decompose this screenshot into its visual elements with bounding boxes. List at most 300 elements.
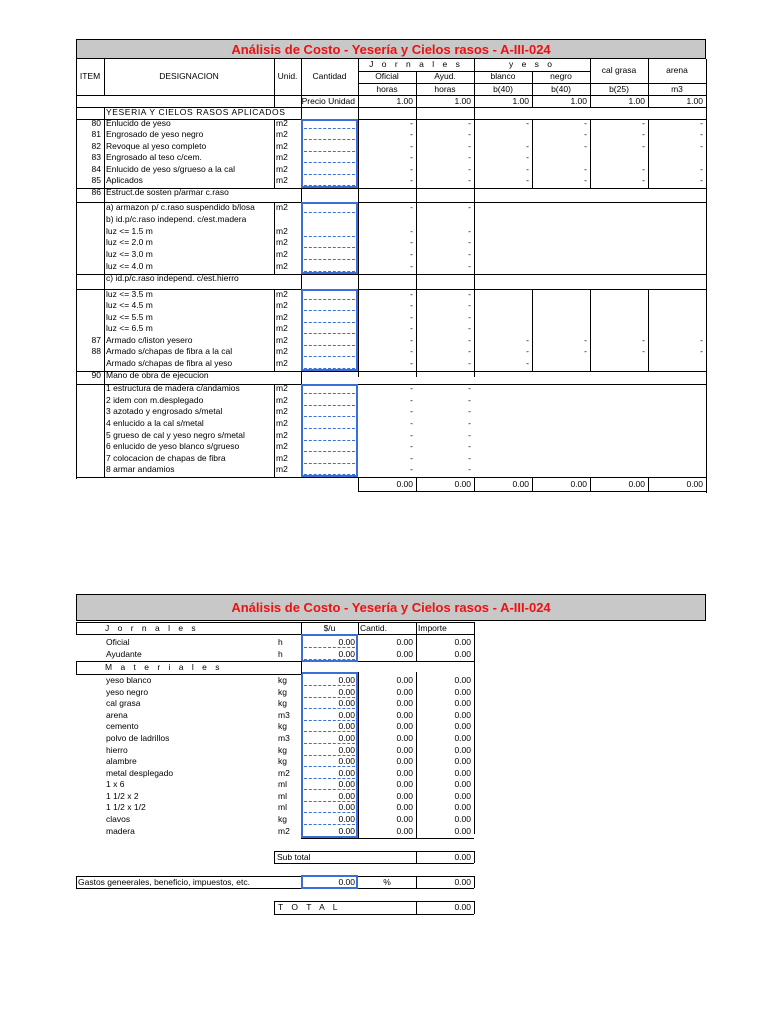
item-number: 83 (91, 152, 101, 162)
value-cell (358, 273, 416, 284)
total-value: 0.00 (512, 479, 529, 489)
value-cell (648, 226, 706, 237)
value-cell (590, 406, 648, 417)
material-quantity: 0.00 (396, 814, 413, 824)
unit-text: m2 (276, 335, 288, 345)
cantidad-input[interactable] (304, 310, 355, 311)
grid-line (76, 622, 77, 634)
jornal-name: Oficial (106, 637, 130, 647)
jornal-unit: h (278, 649, 283, 659)
value-cell (532, 395, 590, 406)
grid-line (76, 888, 474, 889)
cantidad-input-group[interactable] (301, 289, 358, 371)
value-cell (474, 273, 532, 284)
value-cell (648, 383, 706, 394)
value-cell (648, 441, 706, 452)
unit-text: m2 (276, 226, 288, 236)
value-cell (358, 214, 416, 225)
item-number: 81 (91, 129, 101, 139)
unit-text: m2 (276, 202, 288, 212)
designacion-text: Enlucido de yeso (106, 118, 171, 128)
unit-text: m2 (276, 441, 288, 451)
material-importe: 0.00 (454, 745, 471, 755)
material-importe: 0.00 (454, 779, 471, 789)
material-name: 1 1/2 x 1/2 (106, 802, 146, 812)
cantidad-input[interactable] (304, 405, 355, 406)
material-unit-price[interactable]: 0.00 (338, 826, 355, 836)
item-number (76, 237, 104, 248)
value-cell: - (468, 289, 471, 299)
material-unit: ml (278, 791, 287, 801)
grid-line (416, 107, 417, 119)
cantidad-input[interactable] (304, 322, 355, 323)
cantidad-input[interactable] (304, 393, 355, 394)
price-input[interactable] (304, 789, 355, 790)
material-quantity: 0.00 (396, 802, 413, 812)
material-unit-price[interactable]: 0.00 (338, 768, 355, 778)
unit-text: m2 (276, 152, 288, 162)
unit-text: m2 (276, 358, 288, 368)
designacion-text: 5 grueso de cal y yeso negro s/metal (106, 430, 245, 440)
precio-unidad-value[interactable]: 1.00 (454, 96, 471, 106)
value-cell (532, 370, 590, 381)
precio-unidad-value[interactable]: 1.00 (512, 96, 529, 106)
gastos-percentage-value[interactable]: 0.00 (338, 877, 355, 887)
value-cell (532, 300, 590, 311)
grid-line (301, 838, 474, 839)
value-cell (416, 370, 474, 381)
header-su: $/u (323, 623, 336, 633)
material-name: clavos (106, 814, 131, 824)
grid-line (358, 119, 359, 188)
material-unit-price[interactable]: 0.00 (338, 733, 355, 743)
cantidad-input[interactable] (304, 463, 355, 464)
value-cell: - (584, 164, 587, 174)
material-name: polvo de ladrillos (106, 733, 170, 743)
unit-text: m2 (276, 175, 288, 185)
material-importe: 0.00 (454, 721, 471, 731)
material-unit-price[interactable]: 0.00 (338, 791, 355, 801)
designacion-text: luz <= 2.0 m (106, 237, 153, 247)
value-cell (648, 323, 706, 334)
designacion-text: Aplicados (106, 175, 143, 185)
grid-line (590, 289, 591, 335)
value-cell: - (700, 129, 703, 139)
cantidad-input[interactable] (304, 474, 355, 475)
value-cell: - (526, 335, 529, 345)
unit-text: m2 (276, 289, 288, 299)
cantidad-input[interactable] (304, 416, 355, 417)
value-cell (474, 430, 532, 441)
value-cell (590, 370, 648, 381)
value-cell: - (642, 129, 645, 139)
material-importe: 0.00 (454, 826, 471, 836)
item-number (76, 406, 104, 417)
unit-text: m2 (276, 261, 288, 271)
value-cell (474, 453, 532, 464)
material-quantity: 0.00 (396, 745, 413, 755)
material-unit: kg (278, 756, 287, 766)
value-cell: - (700, 335, 703, 345)
material-importe: 0.00 (454, 791, 471, 801)
material-unit-price[interactable]: 0.00 (338, 675, 355, 685)
price-input[interactable] (304, 743, 355, 744)
header-item: ITEM (79, 71, 101, 81)
value-cell (648, 406, 706, 417)
value-cell: - (410, 118, 413, 128)
cantidad-input[interactable] (304, 451, 355, 452)
value-cell (648, 249, 706, 260)
value-cell (358, 187, 416, 198)
header-designacion: DESIGNACION (159, 71, 219, 81)
value-cell (416, 214, 474, 225)
unit-text: m2 (276, 346, 288, 356)
value-cell (532, 237, 590, 248)
value-cell (532, 261, 590, 272)
cantidad-input[interactable] (304, 212, 355, 213)
material-name: metal desplegado (106, 768, 174, 778)
material-unit-price[interactable]: 0.00 (338, 802, 355, 812)
value-cell (590, 383, 648, 394)
designacion-text: 6 enlucido de yeso blanco s/grueso (106, 441, 240, 451)
unit-text: m2 (276, 464, 288, 474)
item-number: 82 (91, 141, 101, 151)
gastos-label: Gastos geneerales, beneficio, impuestos, etc. (78, 877, 250, 887)
value-cell: - (410, 358, 413, 368)
designacion-text: luz <= 5.5 m (106, 312, 153, 322)
cantidad-input[interactable] (304, 139, 355, 140)
cantidad-input[interactable] (304, 271, 355, 272)
grid-line (416, 634, 417, 662)
grid-line (474, 622, 475, 834)
grid-line (648, 289, 649, 335)
value-cell: - (468, 430, 471, 440)
grid-line (76, 661, 77, 674)
grid-line (76, 477, 706, 478)
value-cell: - (584, 175, 587, 185)
precio-unidad-value[interactable]: 1.00 (570, 96, 587, 106)
header-cantidad: Cantidad (312, 71, 347, 81)
price-input[interactable] (304, 824, 355, 825)
total-value: 0.00 (570, 479, 587, 489)
value-cell (648, 312, 706, 323)
material-unit-price[interactable]: 0.00 (338, 721, 355, 731)
header-arena: arena (666, 65, 688, 75)
cantidad-input[interactable] (304, 259, 355, 260)
subtotal-label: Sub total (277, 852, 311, 862)
value-cell (590, 312, 648, 323)
material-unit: kg (278, 687, 287, 697)
designacion-text: 4 enlucido a la cal s/metal (106, 418, 204, 428)
price-input[interactable] (304, 659, 355, 660)
value-cell: - (642, 118, 645, 128)
item-number: 90 (91, 370, 101, 380)
value-cell: - (584, 335, 587, 345)
price-input[interactable] (304, 731, 355, 732)
value-cell: - (468, 152, 471, 162)
price-input[interactable] (304, 812, 355, 813)
material-unit-price[interactable]: 0.00 (338, 779, 355, 789)
grid-line (76, 634, 474, 635)
material-quantity: 0.00 (396, 779, 413, 789)
unit-text: m2 (276, 118, 288, 128)
value-cell (532, 441, 590, 452)
material-unit-price[interactable]: 0.00 (338, 814, 355, 824)
value-cell (648, 418, 706, 429)
grid-line (274, 914, 474, 915)
cantidad-input[interactable] (304, 236, 355, 237)
value-cell (532, 323, 590, 334)
designacion-text: YESERIA Y CIELOS RASOS APLICADOS (106, 107, 286, 117)
value-cell: - (526, 118, 529, 128)
value-cell (474, 107, 532, 118)
material-quantity: 0.00 (396, 710, 413, 720)
sheet-title: Análisis de Costo - Yesería y Cielos rasos - A-III-024 (76, 594, 706, 621)
material-name: alambre (106, 756, 137, 766)
value-cell (532, 418, 590, 429)
grid-line (532, 289, 533, 335)
item-number (76, 273, 104, 284)
item-number (76, 383, 104, 394)
value-cell: - (468, 395, 471, 405)
cantidad-input-group[interactable] (301, 119, 358, 188)
value-cell: - (468, 418, 471, 428)
item-number (76, 214, 104, 225)
cantidad-input[interactable] (304, 440, 355, 441)
value-cell (474, 214, 532, 225)
value-cell: - (410, 323, 413, 333)
cantidad-input[interactable] (304, 128, 355, 129)
price-input[interactable] (304, 766, 355, 767)
value-cell: - (584, 129, 587, 139)
value-cell: - (410, 346, 413, 356)
value-cell (474, 202, 532, 213)
grid-line (648, 119, 649, 188)
value-cell (590, 152, 648, 163)
total-value: 0.00 (686, 479, 703, 489)
material-unit-price[interactable]: 0.00 (338, 687, 355, 697)
jornales-section-label: J o r n a l e s (105, 623, 199, 633)
percent-sign: % (383, 877, 391, 887)
value-cell (648, 273, 706, 284)
value-cell (648, 261, 706, 272)
cantidad-input[interactable] (304, 345, 355, 346)
value-cell: - (468, 129, 471, 139)
value-cell (474, 129, 532, 140)
cantidad-input[interactable] (304, 174, 355, 175)
designacion-text: Revoque al yeso completo (106, 141, 207, 151)
designacion-text: 2 idem con m.desplegado (106, 395, 204, 405)
jornal-unit-price[interactable]: 0.00 (338, 637, 355, 647)
value-cell (532, 249, 590, 260)
material-unit: ml (278, 802, 287, 812)
price-input[interactable] (304, 836, 355, 837)
jornal-unit: h (278, 637, 283, 647)
cantidad-input[interactable] (304, 299, 355, 300)
grid-line (274, 901, 275, 914)
grid-line (648, 335, 649, 371)
value-cell: - (410, 261, 413, 271)
unit-text: m2 (276, 406, 288, 416)
value-cell: - (642, 346, 645, 356)
material-unit-price[interactable]: 0.00 (338, 745, 355, 755)
unit-text: m2 (276, 383, 288, 393)
cantidad-input[interactable] (304, 333, 355, 334)
value-cell: - (410, 464, 413, 474)
cantidad-input[interactable] (304, 356, 355, 357)
material-quantity: 0.00 (396, 733, 413, 743)
value-cell (648, 237, 706, 248)
material-quantity: 0.00 (396, 768, 413, 778)
designacion-text: Engrosado de yeso negro (106, 129, 204, 139)
grid-line (474, 107, 475, 119)
cantidad-input[interactable] (304, 428, 355, 429)
value-cell: - (526, 175, 529, 185)
value-cell: - (410, 237, 413, 247)
material-name: yeso blanco (106, 675, 152, 685)
material-unit: kg (278, 814, 287, 824)
header-blanco: blanco (490, 71, 516, 81)
value-cell: - (410, 453, 413, 463)
value-cell (532, 464, 590, 475)
value-cell: - (410, 395, 413, 405)
material-importe: 0.00 (454, 675, 471, 685)
cantidad-input[interactable] (304, 368, 355, 369)
item-number (76, 226, 104, 237)
material-name: cemento (106, 721, 139, 731)
header-ayud: Ayud. (434, 71, 456, 81)
header-oficial: Oficial (375, 71, 399, 81)
material-unit: kg (278, 698, 287, 708)
precio-unidad-value[interactable]: 1.00 (396, 96, 413, 106)
value-cell (590, 464, 648, 475)
item-number: 85 (91, 175, 101, 185)
grid-line (474, 188, 475, 377)
value-cell (474, 323, 532, 334)
value-cell (590, 261, 648, 272)
material-importe: 0.00 (454, 687, 471, 697)
material-quantity: 0.00 (396, 756, 413, 766)
material-quantity: 0.00 (396, 698, 413, 708)
material-importe: 0.00 (454, 802, 471, 812)
material-unit-price[interactable]: 0.00 (338, 710, 355, 720)
value-cell: - (468, 249, 471, 259)
designacion-text: luz <= 4.5 m (106, 300, 153, 310)
value-cell (590, 289, 648, 300)
value-cell (474, 312, 532, 323)
unit-text: m2 (276, 453, 288, 463)
value-cell (474, 406, 532, 417)
price-input[interactable] (304, 685, 355, 686)
value-cell (532, 383, 590, 394)
price-input[interactable] (304, 647, 355, 648)
value-cell: - (468, 300, 471, 310)
value-cell (590, 187, 648, 198)
value-cell: - (468, 323, 471, 333)
item-number (76, 323, 104, 334)
header-jornales: J o r n a l e s (369, 59, 463, 69)
precio-unidad-value[interactable]: 1.00 (628, 96, 645, 106)
grid-line (358, 672, 359, 838)
value-cell: - (468, 335, 471, 345)
value-cell (416, 273, 474, 284)
value-cell: - (468, 226, 471, 236)
material-importe: 0.00 (454, 733, 471, 743)
value-cell (532, 406, 590, 417)
value-cell (590, 395, 648, 406)
cantidad-input[interactable] (304, 151, 355, 152)
precio-unidad-value[interactable]: 1.00 (686, 96, 703, 106)
value-cell: - (700, 141, 703, 151)
value-cell (648, 370, 706, 381)
jornal-name: Ayudante (106, 649, 142, 659)
unit-text (274, 187, 301, 198)
grid-line (358, 661, 474, 662)
value-cell (648, 453, 706, 464)
value-cell (590, 300, 648, 311)
value-cell (590, 441, 648, 452)
material-unit: m3 (278, 710, 290, 720)
value-cell: - (468, 441, 471, 451)
value-cell: - (468, 202, 471, 212)
value-cell (474, 187, 532, 198)
price-input[interactable] (304, 708, 355, 709)
value-cell (590, 226, 648, 237)
value-cell: - (642, 175, 645, 185)
value-cell: - (642, 164, 645, 174)
grid-line (590, 335, 591, 371)
cantidad-input[interactable] (304, 162, 355, 163)
jornal-unit-price[interactable]: 0.00 (338, 649, 355, 659)
value-cell: - (468, 383, 471, 393)
sheet-title: Análisis de Costo - Yesería y Cielos rasos - A-III-024 (76, 39, 706, 59)
value-cell (416, 187, 474, 198)
value-cell (474, 226, 532, 237)
header-b25: b(25) (609, 84, 629, 94)
designacion-text: 8 armar andamios (106, 464, 175, 474)
value-cell (474, 237, 532, 248)
item-number (76, 441, 104, 452)
value-cell: - (410, 300, 413, 310)
grid-line (474, 202, 706, 203)
value-cell: - (700, 164, 703, 174)
value-cell: - (410, 441, 413, 451)
value-cell (532, 107, 590, 118)
subtotal-value: 0.00 (454, 852, 471, 862)
cantidad-input[interactable] (304, 185, 355, 186)
materiales-section-label: M a t e r i a l e s (105, 662, 223, 672)
material-unit-price[interactable]: 0.00 (338, 698, 355, 708)
value-cell (474, 383, 532, 394)
unit-text: m2 (276, 418, 288, 428)
material-unit-price[interactable]: 0.00 (338, 756, 355, 766)
item-number (76, 430, 104, 441)
value-cell (474, 395, 532, 406)
designacion-text: luz <= 6.5 m (106, 323, 153, 333)
designacion-text: 7 colocacion de chapas de fibra (106, 453, 226, 463)
designacion-text: Armado s/chapas de fibra a la cal (106, 346, 233, 356)
unit-text (274, 107, 301, 118)
header-b40: b(40) (493, 84, 513, 94)
grid-line (274, 59, 275, 107)
grid-line (706, 477, 707, 491)
value-cell: - (468, 141, 471, 151)
value-cell: - (410, 164, 413, 174)
jornal-quantity: 0.00 (396, 649, 413, 659)
header-cantid: Cantid. (360, 623, 387, 633)
value-cell: - (526, 346, 529, 356)
cantidad-input[interactable] (304, 247, 355, 248)
